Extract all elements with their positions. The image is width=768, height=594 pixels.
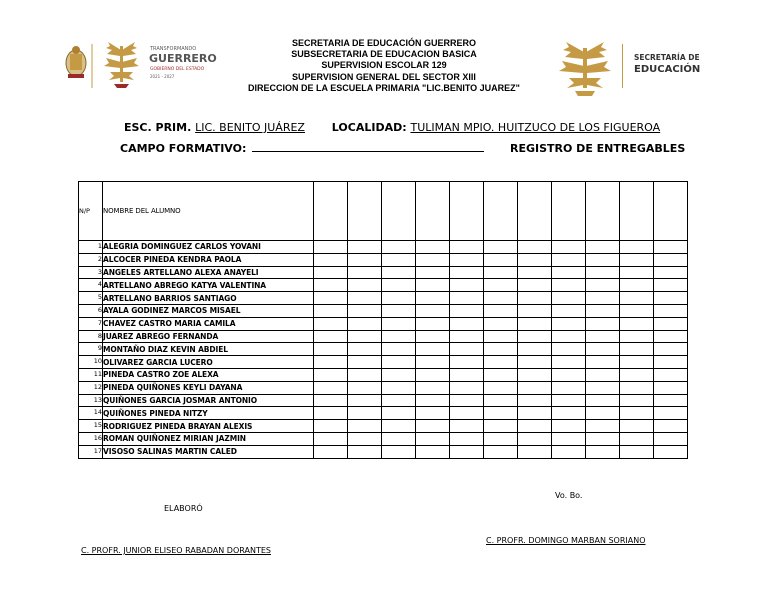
- blank-cell[interactable]: [552, 356, 586, 369]
- director-signature-name: C. PROFR. DOMINGO MARBAN SORIANO: [486, 536, 646, 545]
- school-name: LIC. BENITO JUÁREZ: [195, 121, 305, 134]
- blank-cell[interactable]: [416, 356, 450, 369]
- blank-cell[interactable]: [518, 368, 552, 381]
- row-number: 2: [79, 253, 103, 266]
- guerrero-government-logo: [62, 36, 217, 92]
- blank-cell[interactable]: [484, 330, 518, 343]
- blank-cell[interactable]: [484, 266, 518, 279]
- blank-cell[interactable]: [620, 279, 654, 292]
- student-name: AYALA GODINEZ MARCOS MISAEL: [103, 304, 314, 317]
- secretaria-educacion-logo: [550, 36, 710, 98]
- blank-cell[interactable]: [416, 343, 450, 356]
- row-number: 6: [79, 304, 103, 317]
- blank-cell[interactable]: [518, 343, 552, 356]
- blank-cell[interactable]: [348, 394, 382, 407]
- blank-cell[interactable]: [450, 420, 484, 433]
- blank-cell[interactable]: [518, 182, 552, 241]
- blank-cell[interactable]: [586, 266, 620, 279]
- blank-cell[interactable]: [314, 432, 348, 445]
- blank-cell[interactable]: [552, 381, 586, 394]
- blank-cell[interactable]: [314, 266, 348, 279]
- table-row: [79, 330, 688, 343]
- table-row: [79, 394, 688, 407]
- blank-cell[interactable]: [484, 381, 518, 394]
- blank-cell[interactable]: [518, 304, 552, 317]
- blank-cell[interactable]: [654, 253, 688, 266]
- blank-cell[interactable]: [518, 266, 552, 279]
- blank-cell[interactable]: [620, 394, 654, 407]
- blank-cell[interactable]: [654, 266, 688, 279]
- blank-cell[interactable]: [620, 368, 654, 381]
- blank-cell[interactable]: [382, 182, 416, 241]
- blank-cell[interactable]: [586, 381, 620, 394]
- blank-cell[interactable]: [586, 343, 620, 356]
- header-line-3: SUPERVISION ESCOLAR 129: [321, 60, 447, 71]
- blank-cell[interactable]: [552, 394, 586, 407]
- blank-cell[interactable]: [382, 394, 416, 407]
- table-row: [79, 420, 688, 433]
- blank-cell[interactable]: [382, 330, 416, 343]
- blank-cell[interactable]: [552, 420, 586, 433]
- blank-cell[interactable]: [654, 368, 688, 381]
- blank-cell[interactable]: [382, 266, 416, 279]
- student-name: JUAREZ ABREGO FERNANDA: [103, 330, 314, 343]
- blank-cell[interactable]: [654, 394, 688, 407]
- logo-text-guerrero: GUERRERO: [149, 52, 217, 65]
- student-name: QUIÑONES PINEDA NITZY: [103, 407, 314, 420]
- student-name: OLIVAREZ GARCIA LUCERO: [103, 356, 314, 369]
- blank-cell[interactable]: [382, 407, 416, 420]
- blank-cell[interactable]: [586, 253, 620, 266]
- row-number: 3: [79, 266, 103, 279]
- blank-cell[interactable]: [586, 432, 620, 445]
- blank-cell[interactable]: [484, 253, 518, 266]
- locality-value: TULIMAN MPIO. HUITZUCO DE LOS FIGUEROA: [410, 121, 661, 134]
- blank-cell[interactable]: [654, 356, 688, 369]
- student-name: ARTELLANO ABREGO KATYA VALENTINA: [103, 279, 314, 292]
- blank-cell[interactable]: [586, 445, 620, 458]
- row-number: 15: [79, 420, 103, 433]
- blank-cell[interactable]: [348, 343, 382, 356]
- blank-cell[interactable]: [416, 304, 450, 317]
- blank-cell[interactable]: [314, 381, 348, 394]
- blank-cell[interactable]: [620, 356, 654, 369]
- registro-title: REGISTRO DE ENTREGABLES: [510, 142, 686, 155]
- blank-cell[interactable]: [552, 292, 586, 305]
- blank-cell[interactable]: [314, 330, 348, 343]
- student-name: ANGELES ARTELLANO ALEXA ANAYELI: [103, 266, 314, 279]
- blank-cell[interactable]: [382, 381, 416, 394]
- blank-cell[interactable]: [654, 241, 688, 254]
- blank-cell[interactable]: [484, 368, 518, 381]
- blank-cell[interactable]: [314, 394, 348, 407]
- row-number: 17: [79, 445, 103, 458]
- blank-cell[interactable]: [654, 279, 688, 292]
- blank-cell[interactable]: [450, 407, 484, 420]
- logo-text-gobierno: GOBIERNO DEL ESTADO: [150, 67, 205, 72]
- table-row: [79, 253, 688, 266]
- logo-text-years: 2021 - 2027: [150, 74, 175, 79]
- blank-cell[interactable]: [518, 394, 552, 407]
- blank-cell[interactable]: [552, 304, 586, 317]
- blank-cell[interactable]: [518, 381, 552, 394]
- blank-cell[interactable]: [348, 420, 382, 433]
- blank-cell[interactable]: [518, 432, 552, 445]
- blank-cell[interactable]: [314, 317, 348, 330]
- blank-cell[interactable]: [348, 253, 382, 266]
- blank-cell[interactable]: [382, 420, 416, 433]
- student-name: VISOSO SALINAS MARTIN CALED: [103, 445, 314, 458]
- row-number: 8: [79, 330, 103, 343]
- blank-cell[interactable]: [348, 266, 382, 279]
- blank-cell[interactable]: [416, 253, 450, 266]
- blank-cell[interactable]: [348, 241, 382, 254]
- blank-cell[interactable]: [348, 356, 382, 369]
- blank-cell[interactable]: [382, 343, 416, 356]
- blank-cell[interactable]: [348, 182, 382, 241]
- blank-cell[interactable]: [484, 182, 518, 241]
- header-line-5: DIRECCION DE LA ESCUELA PRIMARIA "LIC.BENITO JUAREZ": [248, 82, 520, 93]
- blank-cell[interactable]: [382, 292, 416, 305]
- blank-cell[interactable]: [620, 445, 654, 458]
- blank-cell[interactable]: [620, 253, 654, 266]
- blank-cell[interactable]: [518, 279, 552, 292]
- blank-cell[interactable]: [552, 182, 586, 241]
- blank-cell[interactable]: [586, 279, 620, 292]
- table-row: [79, 343, 688, 356]
- blank-cell[interactable]: [586, 368, 620, 381]
- blank-cell[interactable]: [314, 304, 348, 317]
- blank-cell[interactable]: [484, 420, 518, 433]
- blank-cell[interactable]: [484, 279, 518, 292]
- blank-cell[interactable]: [484, 241, 518, 254]
- students-table-body: [79, 182, 688, 459]
- blank-cell[interactable]: [620, 182, 654, 241]
- blank-cell[interactable]: [518, 407, 552, 420]
- blank-cell[interactable]: [416, 368, 450, 381]
- blank-cell[interactable]: [586, 241, 620, 254]
- row-number: 4: [79, 279, 103, 292]
- blank-cell[interactable]: [416, 266, 450, 279]
- table-row: [79, 317, 688, 330]
- student-name: QUIÑONES GARCIA JOSMAR ANTONIO: [103, 394, 314, 407]
- blank-cell[interactable]: [382, 356, 416, 369]
- blank-cell[interactable]: [484, 292, 518, 305]
- blank-cell[interactable]: [416, 381, 450, 394]
- blank-cell[interactable]: [382, 279, 416, 292]
- row-number: 10: [79, 356, 103, 369]
- blank-cell[interactable]: [654, 317, 688, 330]
- blank-cell[interactable]: [450, 241, 484, 254]
- blank-cell[interactable]: [620, 343, 654, 356]
- campo-formativo-line: [120, 142, 484, 155]
- blank-cell[interactable]: [450, 266, 484, 279]
- locality-label: LOCALIDAD:: [331, 121, 407, 134]
- table-row: [79, 304, 688, 317]
- blank-cell[interactable]: [552, 407, 586, 420]
- elaboro-label: ELABORÓ: [164, 504, 203, 513]
- blank-cell[interactable]: [620, 304, 654, 317]
- blank-cell[interactable]: [416, 394, 450, 407]
- blank-cell[interactable]: [552, 343, 586, 356]
- blank-cell[interactable]: [518, 317, 552, 330]
- blank-cell[interactable]: [416, 432, 450, 445]
- blank-cell[interactable]: [314, 407, 348, 420]
- blank-cell[interactable]: [620, 381, 654, 394]
- table-header-row: [79, 182, 688, 241]
- blank-cell[interactable]: [484, 343, 518, 356]
- blank-cell[interactable]: [450, 182, 484, 241]
- blank-cell[interactable]: [314, 279, 348, 292]
- blank-cell[interactable]: [620, 432, 654, 445]
- blank-cell[interactable]: [348, 432, 382, 445]
- blank-cell[interactable]: [450, 317, 484, 330]
- student-name: ALCOCER PINEDA KENDRA PAOLA: [103, 253, 314, 266]
- row-number: 7: [79, 317, 103, 330]
- blank-cell[interactable]: [552, 241, 586, 254]
- blank-cell[interactable]: [552, 253, 586, 266]
- students-table: [78, 181, 688, 459]
- blank-cell[interactable]: [552, 279, 586, 292]
- blank-cell[interactable]: [518, 445, 552, 458]
- blank-cell[interactable]: [450, 330, 484, 343]
- blank-cell[interactable]: [620, 407, 654, 420]
- blank-cell[interactable]: [654, 381, 688, 394]
- header-line-1: SECRETARIA DE EDUCACIÓN GUERRERO: [291, 38, 476, 48]
- blank-cell[interactable]: [484, 317, 518, 330]
- logo-divider: [622, 44, 623, 88]
- blank-cell[interactable]: [450, 394, 484, 407]
- blank-cell[interactable]: [450, 368, 484, 381]
- blank-cell[interactable]: [382, 241, 416, 254]
- blank-cell[interactable]: [382, 253, 416, 266]
- student-name: ALEGRIA DOMINGUEZ CARLOS YOVANI: [103, 241, 314, 254]
- blank-cell[interactable]: [314, 445, 348, 458]
- blank-cell[interactable]: [450, 343, 484, 356]
- blank-cell[interactable]: [518, 253, 552, 266]
- blank-cell[interactable]: [654, 407, 688, 420]
- blank-cell[interactable]: [416, 182, 450, 241]
- blank-cell[interactable]: [586, 182, 620, 241]
- row-number: 1: [79, 241, 103, 254]
- blank-cell[interactable]: [620, 330, 654, 343]
- blank-cell[interactable]: [586, 304, 620, 317]
- blank-cell[interactable]: [416, 279, 450, 292]
- student-name: RODRIGUEZ PINEDA BRAYAN ALEXIS: [103, 420, 314, 433]
- blank-cell[interactable]: [314, 241, 348, 254]
- blank-cell[interactable]: [382, 368, 416, 381]
- header-line-4: SUPERVISION GENERAL DEL SECTOR XIII: [292, 71, 476, 82]
- blank-cell[interactable]: [450, 356, 484, 369]
- blank-cell[interactable]: [382, 317, 416, 330]
- blank-cell[interactable]: [416, 241, 450, 254]
- blank-cell[interactable]: [382, 304, 416, 317]
- blank-cell[interactable]: [586, 420, 620, 433]
- header-name: NOMBRE DEL ALUMNO: [103, 182, 314, 241]
- blank-cell[interactable]: [654, 432, 688, 445]
- blank-cell[interactable]: [654, 330, 688, 343]
- blank-cell[interactable]: [348, 317, 382, 330]
- blank-cell[interactable]: [654, 292, 688, 305]
- table-row: [79, 407, 688, 420]
- row-number: 13: [79, 394, 103, 407]
- blank-cell[interactable]: [450, 304, 484, 317]
- blank-cell[interactable]: [586, 330, 620, 343]
- logo-text-secretaria: SECRETARÍA DE: [634, 53, 700, 62]
- blank-cell[interactable]: [348, 368, 382, 381]
- blank-cell[interactable]: [552, 368, 586, 381]
- school-info-line: [124, 121, 660, 134]
- blank-cell[interactable]: [450, 279, 484, 292]
- blank-cell[interactable]: [654, 343, 688, 356]
- blank-cell[interactable]: [654, 304, 688, 317]
- blank-cell[interactable]: [314, 253, 348, 266]
- header-line-2: SUBSECRETARIA DE EDUCACION BASICA: [291, 49, 477, 60]
- campo-label: CAMPO FORMATIVO:: [120, 142, 247, 155]
- blank-cell[interactable]: [416, 292, 450, 305]
- table-row: [79, 292, 688, 305]
- blank-cell[interactable]: [518, 356, 552, 369]
- blank-cell[interactable]: [348, 330, 382, 343]
- blank-cell[interactable]: [484, 445, 518, 458]
- student-name: ARTELLANO BARRIOS SANTIAGO: [103, 292, 314, 305]
- blank-cell[interactable]: [586, 292, 620, 305]
- table-row: [79, 241, 688, 254]
- blank-cell[interactable]: [314, 368, 348, 381]
- blank-cell[interactable]: [484, 356, 518, 369]
- blank-cell[interactable]: [314, 292, 348, 305]
- teacher-signature-name: C. PROFR. JUNIOR ELISEO RABADAN DORANTES: [81, 546, 271, 555]
- table-row: [79, 368, 688, 381]
- blank-cell[interactable]: [586, 356, 620, 369]
- blank-cell[interactable]: [518, 420, 552, 433]
- vobo-label: Vo. Bo.: [555, 491, 583, 500]
- document-header: [200, 38, 568, 94]
- blank-cell[interactable]: [348, 445, 382, 458]
- blank-cell[interactable]: [518, 241, 552, 254]
- student-name: ROMAN QUIÑONEZ MIRIAN JAZMIN: [103, 432, 314, 445]
- row-number: 11: [79, 368, 103, 381]
- blank-cell[interactable]: [450, 253, 484, 266]
- blank-cell[interactable]: [416, 330, 450, 343]
- blank-cell[interactable]: [416, 407, 450, 420]
- blank-cell[interactable]: [552, 266, 586, 279]
- blank-cell[interactable]: [552, 330, 586, 343]
- student-name: PINEDA CASTRO ZOE ALEXA: [103, 368, 314, 381]
- student-name: CHAVEZ CASTRO MARIA CAMILA: [103, 317, 314, 330]
- blank-cell[interactable]: [620, 241, 654, 254]
- blank-cell[interactable]: [348, 279, 382, 292]
- row-number: 5: [79, 292, 103, 305]
- table-row: [79, 445, 688, 458]
- blank-cell[interactable]: [416, 420, 450, 433]
- table-row: [79, 381, 688, 394]
- blank-cell[interactable]: [314, 420, 348, 433]
- blank-cell[interactable]: [348, 381, 382, 394]
- blank-cell[interactable]: [654, 445, 688, 458]
- school-label: ESC. PRIM.: [124, 121, 192, 134]
- student-name: MONTAÑO DIAZ KEVIN ABDIEL: [103, 343, 314, 356]
- blank-cell[interactable]: [314, 356, 348, 369]
- blank-cell[interactable]: [552, 317, 586, 330]
- blank-cell[interactable]: [586, 317, 620, 330]
- blank-cell[interactable]: [552, 445, 586, 458]
- row-number: 16: [79, 432, 103, 445]
- table-row: [79, 356, 688, 369]
- blank-cell[interactable]: [484, 432, 518, 445]
- student-name: PINEDA QUIÑONES KEYLI DAYANA: [103, 381, 314, 394]
- blank-cell[interactable]: [518, 330, 552, 343]
- blank-cell[interactable]: [586, 394, 620, 407]
- blank-cell[interactable]: [416, 445, 450, 458]
- table-row: [79, 279, 688, 292]
- blank-cell[interactable]: [552, 432, 586, 445]
- blank-cell[interactable]: [450, 432, 484, 445]
- tree-emblem-icon: [550, 36, 620, 98]
- blank-cell[interactable]: [518, 292, 552, 305]
- blank-cell[interactable]: [654, 420, 688, 433]
- row-number: 14: [79, 407, 103, 420]
- blank-cell[interactable]: [620, 266, 654, 279]
- blank-cell[interactable]: [484, 304, 518, 317]
- row-number: 9: [79, 343, 103, 356]
- blank-cell[interactable]: [620, 420, 654, 433]
- logo-text-line1: TRANSFORMANDO: [150, 46, 197, 52]
- blank-cell[interactable]: [586, 407, 620, 420]
- blank-cell[interactable]: [314, 182, 348, 241]
- blank-cell[interactable]: [314, 343, 348, 356]
- blank-cell[interactable]: [416, 317, 450, 330]
- blank-cell[interactable]: [382, 432, 416, 445]
- blank-cell[interactable]: [348, 407, 382, 420]
- table-row: [79, 266, 688, 279]
- blank-cell[interactable]: [450, 445, 484, 458]
- blank-cell[interactable]: [654, 182, 688, 241]
- header-np: N/P: [79, 182, 103, 241]
- blank-cell[interactable]: [382, 445, 416, 458]
- blank-cell[interactable]: [484, 407, 518, 420]
- blank-cell[interactable]: [348, 304, 382, 317]
- blank-cell[interactable]: [450, 292, 484, 305]
- logo-text-educacion: EDUCACIÓN: [634, 64, 701, 75]
- blank-cell[interactable]: [348, 292, 382, 305]
- blank-cell[interactable]: [450, 381, 484, 394]
- campo-blank-line: [252, 142, 484, 152]
- blank-cell[interactable]: [620, 317, 654, 330]
- blank-cell[interactable]: [620, 292, 654, 305]
- blank-cell[interactable]: [484, 394, 518, 407]
- row-number: 12: [79, 381, 103, 394]
- table-row: [79, 432, 688, 445]
